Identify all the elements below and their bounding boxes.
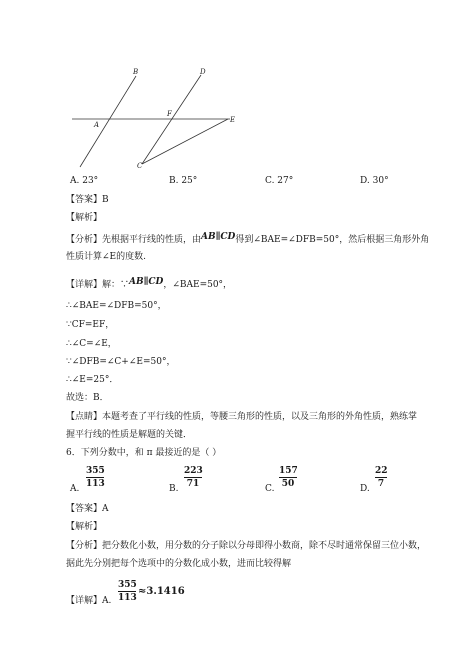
fraction-bar — [86, 477, 104, 478]
q6-detail-fraction — [118, 580, 136, 603]
q6-jiexi: 【解析】 — [66, 522, 103, 532]
geometry-figure — [60, 62, 250, 172]
q5-comment-line2: 握平行线的性质是解题的关键． — [66, 430, 193, 440]
q6-option-c-fraction — [279, 466, 297, 489]
line-AB — [80, 76, 136, 167]
q5-detail-line6: 故选：B． — [66, 393, 109, 403]
label-E: E — [230, 116, 236, 124]
q5-detail-line2: ∵CF=EF， — [66, 320, 115, 330]
q5-detail-cd: CD — [148, 277, 164, 287]
q6-analysis-line1: 【分析】把分数化小数，用分数的分子除以分母即得小数商，除不尽时通常保留三位小数， — [66, 541, 427, 551]
q5-analysis-line1 — [66, 232, 430, 246]
q6-detail-denominator: 113 — [118, 593, 137, 603]
q6-option-a-fraction — [86, 466, 104, 489]
q6-detail-numerator: 355 — [118, 580, 137, 590]
q5-option-d: D. 30° — [360, 176, 389, 186]
q6-detail-approx: ≈3.1416 — [138, 586, 185, 597]
q6-option-b-numerator: 223 — [184, 466, 203, 476]
q5-detail-head: 【详解】解：∵ — [66, 280, 130, 290]
q6-option-d-denominator: 7 — [377, 479, 385, 489]
fraction-bar — [375, 477, 387, 478]
label-C: C — [137, 162, 143, 170]
fraction-bar — [279, 477, 297, 478]
q5-detail-line0 — [66, 277, 233, 291]
q5-detail-parallel: ∥ — [143, 277, 149, 287]
q5-detail-tail: ，∠BAE=50°， — [163, 280, 233, 290]
q6-answer: 【答案】A — [66, 504, 109, 514]
q5-analysis-line2: 性质计算∠E的度数. — [66, 252, 146, 262]
label-D: D — [200, 68, 206, 76]
fraction-bar — [118, 591, 136, 592]
q6-option-c-numerator: 157 — [279, 466, 298, 476]
q6-option-d-fraction — [375, 466, 387, 489]
q6-option-a-numerator: 355 — [86, 466, 105, 476]
label-F: F — [167, 110, 172, 118]
q5-detail-ab: AB — [129, 277, 144, 287]
q5-analysis-ab: AB — [201, 232, 216, 242]
segment-CE — [142, 119, 228, 164]
q6-detail-head: 【详解】A. — [66, 596, 112, 606]
q5-answer: 【答案】B — [66, 195, 109, 205]
q5-option-a: A. 23° — [70, 176, 99, 186]
q5-detail-line5: ∴∠E=25°． — [66, 375, 119, 385]
q6-option-a-letter: A. — [70, 484, 80, 494]
q5-analysis-parallel: ∥ — [215, 232, 221, 242]
q5-option-b: B. 25° — [169, 176, 198, 186]
fraction-bar — [184, 477, 202, 478]
q5-analysis-cd: CD — [220, 232, 236, 242]
line-CD — [142, 75, 201, 164]
label-B: B — [133, 68, 139, 76]
q5-detail-line1: ∴∠BAE=∠DFB=50°， — [66, 301, 167, 311]
q5-jiexi: 【解析】 — [66, 213, 103, 223]
q6-option-b-letter: B. — [169, 484, 179, 494]
q5-detail-line3: ∴∠C=∠E， — [66, 339, 117, 349]
q6-option-c-denominator: 50 — [281, 479, 295, 489]
label-A: A — [94, 121, 100, 129]
q6-option-d-letter: D. — [360, 484, 370, 494]
q6-option-b-fraction — [184, 466, 202, 489]
q6-option-a-denominator: 113 — [86, 479, 105, 489]
q5-comment-line1: 【点睛】本题考查了平行线的性质，等腰三角形的性质，以及三角形的外角性质，熟练掌 — [66, 412, 418, 422]
q6-option-d-numerator: 22 — [375, 466, 388, 476]
q6-option-b-denominator: 71 — [186, 479, 200, 489]
q6-option-c-letter: C. — [265, 484, 275, 494]
q6-stem: 6．下列分数中，和 π 最接近的是（ ） — [66, 448, 222, 458]
q6-analysis-line2: 据此先分别把每个选项中的分数化成小数，进而比较得解 — [66, 559, 292, 569]
q5-detail-line4: ∵∠DFB=∠C+∠E=50°， — [66, 357, 176, 367]
q5-option-c: C. 27° — [265, 176, 294, 186]
q5-analysis-head: 【分析】先根据平行线的性质，由 — [66, 235, 202, 245]
q5-analysis-tail: 得到∠BAE=∠DFB=50°，然后根据三角形外角 — [235, 235, 430, 245]
